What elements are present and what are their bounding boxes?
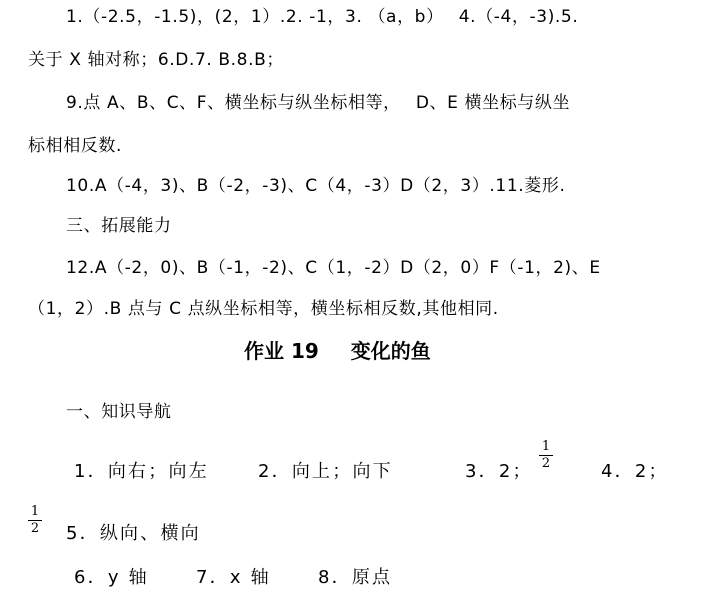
fraction-denominator: 2 (541, 456, 551, 471)
homework-number: 作业 19 (244, 339, 319, 363)
section-heading-knowledge: 一、知识导航 (66, 402, 172, 422)
answer-q5: 5．纵向、横向 (66, 523, 201, 544)
fraction-one-half-q4 (28, 505, 42, 536)
answer-line-1: 1.（-2.5，-1.5)，(2，1）.2. -1，3. （a，b） 4.（-4，-3).5. (66, 7, 579, 27)
answer-line-5: 10.A（-4，3)、B（-2，-3)、C（4，-3）D（2，3）.11.菱形. (66, 176, 566, 196)
fraction-numerator: 1 (539, 440, 553, 456)
homework-title (244, 338, 431, 364)
section-heading-extend: 三、拓展能力 (66, 216, 172, 236)
answer-q4: 4．2； (601, 461, 669, 482)
answer-line-7: （1，2）.B 点与 C 点纵坐标相等，横坐标相反数,其他相同. (28, 299, 499, 319)
homework-name: 变化的鱼 (350, 339, 431, 363)
fraction-denominator: 2 (30, 521, 40, 536)
answer-line-6: 12.A（-2，0)、B（-1，-2)、C（1，-2）D（2，0）F（-1，2)、E (66, 258, 601, 278)
answer-line-3: 9.点 A、B、C、F、横坐标与纵坐标相等， D、E 横坐标与纵坐 (66, 93, 571, 113)
answer-line-4: 标相相反数. (28, 136, 123, 156)
answer-q7: 7．x 轴 (196, 567, 271, 588)
fraction-one-half-q3 (539, 440, 553, 471)
answer-q8: 8．原点 (318, 567, 393, 588)
answer-q1: 1．向右；向左 (74, 461, 209, 482)
answer-q2: 2．向上；向下 (258, 461, 393, 482)
answer-q3: 3．2； (465, 461, 533, 482)
answer-q6: 6．y 轴 (74, 567, 149, 588)
fraction-numerator: 1 (28, 505, 42, 521)
answer-line-2: 关于 X 轴对称；6.D.7. B.8.B； (28, 50, 284, 70)
